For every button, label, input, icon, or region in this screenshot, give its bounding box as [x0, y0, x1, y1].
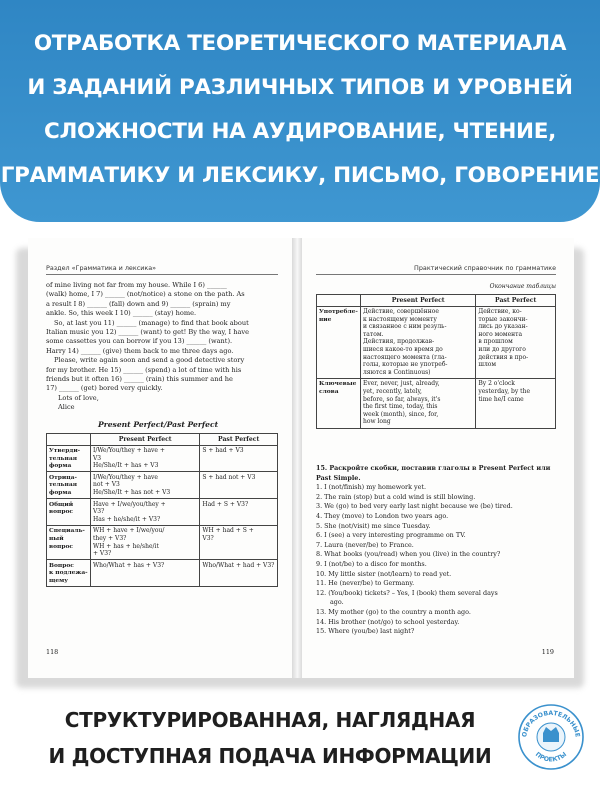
- exercise-item: 2. The rain (stop) but a cold wind is still blowing.: [316, 492, 476, 501]
- letter-line: Harry 14) ______ (give) them back to me three days ago.: [46, 346, 234, 355]
- page-number-left: 118: [46, 648, 59, 656]
- exercise-item: 15. Where (you/be) last night?: [316, 627, 415, 636]
- letter-line: Italian music you 12) ______ (want) to get! By the way, I have: [46, 328, 250, 337]
- table-caption: Окончание таблицы: [489, 283, 556, 290]
- letter-line: 17) ______ (get) bored very quickly.: [46, 384, 163, 393]
- publisher-logo: [516, 702, 586, 772]
- table-cell: Have + I/we/you/they + V3? Has + he/she/it + V3?: [90, 499, 199, 526]
- banner-line: СЛОЖНОСТИ НА АУДИРОВАНИЕ, ЧТЕНИЕ,: [44, 119, 556, 144]
- table-header-cell: [47, 434, 91, 446]
- table-cell: Who/What + has + V3?: [90, 560, 199, 587]
- table-cell: WH + have + I/we/you/ they + V3? WH + has + he/she/it + V3?: [90, 525, 199, 559]
- exercise-item: 1. I (not/finish) my homework yet.: [316, 483, 426, 492]
- page-number-right: 119: [541, 648, 554, 656]
- table-cell: Who/What + had + V3?: [200, 560, 278, 587]
- tagline-line: И ДОСТУПНАЯ ПОДАЧА ИНФОРМАЦИИ: [48, 744, 492, 768]
- letter-line: for my brother. He 15) ______ (spend) a lot of time with his: [46, 365, 242, 374]
- letter-line: Alice: [58, 403, 75, 412]
- right-page: [302, 238, 574, 678]
- running-head-right: Практический справочник по грамматике: [316, 264, 556, 275]
- table-cell: Ever, never, just, already, yet, recently, lately, before, so far, always, it's the first time, today, this week (month), since, for, how long: [360, 378, 475, 428]
- table-cell: Had + S + V3?: [200, 499, 278, 526]
- banner-line: И ЗАДАНИЙ РАЗЛИЧНЫХ ТИПОВ И УРОВНЕЙ: [27, 75, 573, 100]
- exercise-item: 9. I (not/be) to a disco for months.: [316, 559, 427, 568]
- letter-line: So, at last you 11) ______ (manage) to find that book about: [54, 318, 249, 327]
- table-cell: S + had not + V3: [200, 472, 278, 499]
- table-header-cell: Past Perfect: [200, 434, 278, 446]
- table-cell: I/We/You/they + have not + V3 He/She/It + has not + V3: [90, 472, 199, 499]
- exercise-item: 6. I (see) a very interesting programme on TV.: [316, 531, 466, 540]
- grammar-table-right: [316, 294, 556, 429]
- svg-text:ПРОЕКТЫ: ПРОЕКТЫ: [533, 751, 569, 764]
- letter-line: a result I 8) ______ (fall) down and 9) ______ (sprain) my: [46, 299, 231, 308]
- table-row: [47, 560, 278, 587]
- table-title: Present Perfect/Past Perfect: [98, 420, 219, 429]
- exercise-item: 11. He (never/be) to Germany.: [316, 579, 415, 588]
- table-cell: I/We/You/they + have + V3 He/She/It + has + V3: [90, 445, 199, 472]
- table-header-cell: Past Perfect: [476, 295, 556, 307]
- bottom-tagline: [0, 702, 540, 774]
- table-cell: Действие, ко- торые закончи- лись до указан- ного момента в прошлом или до другого действия в про- шлом: [476, 306, 556, 378]
- table-cell: WH + had + S + V3?: [200, 525, 278, 559]
- exercise-list: [316, 483, 556, 637]
- table-cell: S + had + V3: [200, 445, 278, 472]
- left-page: [28, 238, 295, 678]
- top-banner: [0, 0, 600, 222]
- exercise-item: ago.: [330, 598, 344, 607]
- letter-line: Please, write again soon and send a good detective story: [54, 356, 245, 365]
- table-row-label: Специаль- ный вопрос: [47, 525, 91, 559]
- table-header-cell: [317, 295, 361, 307]
- table-row: [47, 472, 278, 499]
- exercise-item: 5. She (not/visit) me since Tuesday.: [316, 521, 431, 530]
- letter-line: some cassettes you can borrow if you 13) ______ (want).: [46, 337, 233, 346]
- exercise-item: 4. They (move) to London two years ago.: [316, 511, 449, 520]
- running-head-left: Раздел «Грамматика и лексика»: [46, 264, 278, 275]
- open-book-image: [20, 238, 580, 678]
- tagline-line: СТРУКТУРИРОВАННАЯ, НАГЛЯДНАЯ: [64, 708, 476, 732]
- exercise-item: 7. Laura (never/be) to France.: [316, 540, 414, 549]
- letter-text: [46, 281, 278, 413]
- table-row-label: Утверди- тельная форма: [47, 445, 91, 472]
- table-row-label: Употребле- ние: [317, 306, 361, 378]
- table-cell: Действие, совершённое к настоящему моменту и связанное с ним резуль- татом. Действия, продолжав- шиеся какое-то время до настоящего момента (гла- голы, которые не употреб- ляются в Continuous): [360, 306, 475, 378]
- banner-line: ОТРАБОТКА ТЕОРЕТИЧЕСКОГО МАТЕРИАЛА: [33, 31, 567, 56]
- exercise-item: 14. His brother (not/go) to school yesterday.: [316, 617, 460, 626]
- exercise-item: 3. We (go) to bed very early last night because we (be) tired.: [316, 502, 513, 511]
- table-row-label: Общий вопрос: [47, 499, 91, 526]
- table-header-cell: Present Perfect: [360, 295, 475, 307]
- exercise-item: 12. (You/book) tickets? – Yes, I (book) them several days: [316, 588, 498, 597]
- svg-text:ОБРАЗОВАТЕЛЬНЫЕ: ОБРАЗОВАТЕЛЬНЫЕ: [521, 709, 581, 738]
- table-row: [317, 306, 556, 378]
- table-row: [47, 499, 278, 526]
- letter-line: ankle. So, this week I 10) ______ (stay) home.: [46, 309, 197, 318]
- exercise-15: [316, 464, 556, 637]
- table-row: [47, 445, 278, 472]
- banner-headline: [0, 22, 600, 198]
- table-header-cell: Present Perfect: [90, 434, 199, 446]
- exercise-item: 13. My mother (go) to the country a month ago.: [316, 607, 471, 616]
- table-row: [47, 525, 278, 559]
- table-row-label: Ключевые слова: [317, 378, 361, 428]
- banner-line: ГРАММАТИКУ И ЛЕКСИКУ, ПИСЬМО, ГОВОРЕНИЕ: [0, 163, 600, 188]
- letter-line: friends but it often 16) ______ (rain) this summer and he: [46, 375, 233, 384]
- letter-line: (walk) home, I 7) ______ (not/notice) a stone on the path. As: [46, 290, 245, 299]
- table-cell: By 2 o'clock yesterday, by the time he/I came: [476, 378, 556, 428]
- letter-line: of mine living not far from my house. While I 6) ______: [46, 281, 227, 289]
- exercise-item: 10. My little sister (not/learn) to read yet.: [316, 569, 452, 578]
- table-row-label: Вопрос к подлежа- щему: [47, 560, 91, 587]
- table-row: [317, 378, 556, 428]
- grammar-table-left: [46, 433, 278, 587]
- table-row-label: Отрица- тельная форма: [47, 472, 91, 499]
- exercise-item: 8. What books (you/read) when you (live) in the country?: [316, 550, 501, 559]
- letter-line: Lots of love,: [58, 393, 99, 402]
- exercise-title: 15. Раскройте скобки, поставив глаголы в Present Perfect или Past Simple.: [316, 464, 551, 482]
